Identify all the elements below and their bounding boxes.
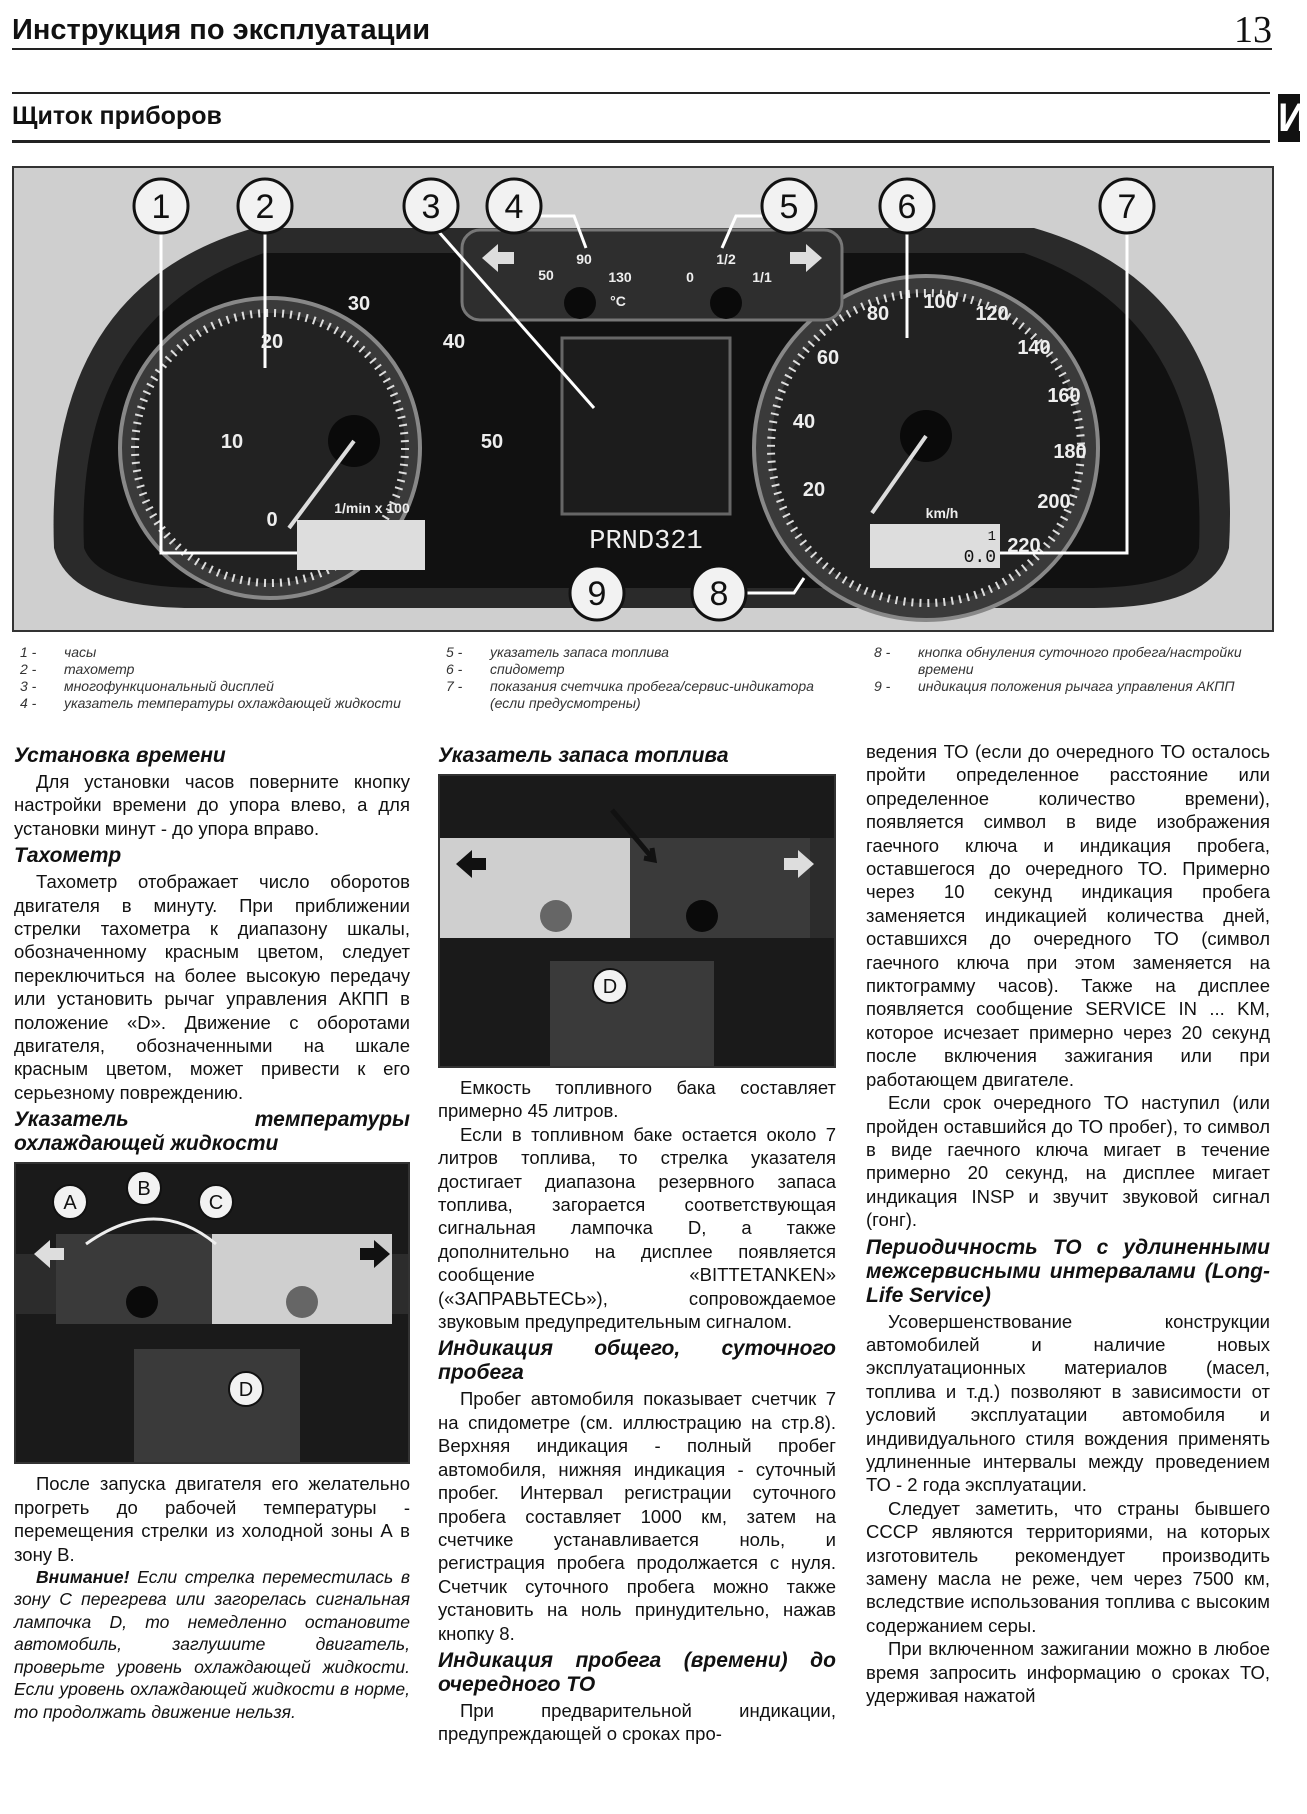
- legend-item: 5 - указатель запаса топлива: [446, 644, 669, 660]
- callout-4-label: 4: [504, 188, 524, 226]
- figure-legend-col1: [20, 644, 410, 712]
- speed-tick-label: 220: [1007, 535, 1041, 557]
- gear-indicator: PRND321: [589, 527, 703, 557]
- paragraph: При включенном зажигании можно в любое время запросить информацию о сроках ТО, удерживая нажатой: [866, 1638, 1270, 1707]
- speed-tick-label: 80: [866, 303, 890, 325]
- callout-6-label: 6: [897, 188, 917, 226]
- temp-tick-label: 130: [608, 269, 632, 285]
- speed-tick-label: 60: [816, 347, 840, 369]
- paragraph: Усовершенствование конструкции автомобилей и наличие новых эксплуатационных материалов (масел, топлива и т.д.) позволяют в зависимости от условий эксплуатации автомобиля и индивидуального стиля вождения применять удлиненные интервалы между проведением ТО - 2 года эксплуатации.: [866, 1310, 1270, 1496]
- heading-time-setting: Установка времени: [14, 744, 226, 767]
- text-column-1: [14, 740, 410, 1723]
- section-header: [12, 92, 1270, 143]
- fuel-gauge-drawing: [440, 776, 834, 1066]
- legend-item: 1 - часы: [20, 644, 97, 660]
- odometer-trip: 0.0: [963, 548, 996, 568]
- temp-tick-label: 50: [538, 267, 554, 283]
- figure-legend-col2: [446, 644, 846, 712]
- callout-3-label: 3: [421, 188, 441, 226]
- speed-tick-label: 160: [1047, 385, 1081, 407]
- clock-display: [297, 520, 425, 570]
- heading-tachometer: Тахометр: [14, 844, 122, 868]
- zone-b-label: B: [137, 1178, 151, 1201]
- callout-2-label: 2: [255, 188, 275, 226]
- paragraph: Тахометр отображает число оборотов двигателя в минуту. При приближении стрелки тахометра к диапазону шкалы, обозначенному красным цветом, следует переключиться на более высокую передачу или установить рычаг управления АКПП в положение «D». Движение с оборотами двигателя, обозначенными на шкале красным цветом, может привести к его серьезному повреждению.: [14, 871, 410, 1103]
- fuel-gauge-figure: [438, 774, 836, 1068]
- legend-item: 3 - многофункциональный дисплей: [20, 678, 274, 694]
- speed-tick-label: 40: [792, 411, 816, 433]
- paragraph: Для установки часов поверните кнопку настройки времени до упора влево, а для установки минут - до упора вправо.: [14, 771, 410, 839]
- legend-item: 6 - спидометр: [446, 661, 565, 677]
- fuel-tick-label: 0: [686, 269, 694, 285]
- speed-tick-label: 140: [1017, 337, 1051, 359]
- heading-long-life-service: Периодичность ТО с удлиненными межсервисными интервалами (Long-Life Service): [866, 1235, 1270, 1307]
- page-header: [12, 8, 1272, 50]
- legend-item: 9 - индикация положения рычага управления АКПП: [874, 678, 1235, 694]
- tach-tick-label: 20: [260, 331, 284, 353]
- heading-service-indicator: Индикация пробега (времени) до очередного ТО: [438, 1648, 836, 1696]
- callout-8-label: 8: [709, 575, 729, 613]
- running-title: Инструкция по эксплуатации: [12, 14, 431, 46]
- speed-tick-label: 100: [923, 291, 957, 313]
- tach-tick-label: 40: [442, 331, 466, 353]
- instrument-cluster-figure: [12, 166, 1274, 632]
- section-title: Щиток приборов: [12, 102, 222, 130]
- figure-legend-col3: [874, 644, 1274, 695]
- paragraph: Если в топливном баке остается около 7 литров топлива, то стрелка указателя достигает диапазона резервного запаса топлива, загорается соответствующая сигнальная лампочка D, а также дополнительно на дисплее появляется сообщение «BITTETANKEN» («ЗАПРАВЬТЕСЬ»), сопровождаемое звуковым предупредительным сигналом.: [438, 1123, 836, 1333]
- speed-tick-label: 120: [975, 303, 1009, 325]
- tach-tick-label: 0: [266, 509, 278, 531]
- speed-unit-label: km/h: [925, 505, 959, 521]
- legend-item: 7 - показания счетчика пробега/сервис-индикатора (если предусмотрены): [446, 678, 814, 711]
- paragraph: Если срок очередного ТО наступил (или пройден оставшийся до ТО пробег), то символ в виде гаечного ключа мигает в течение примерно 20 секунд, на дисплее мигает индикация INSP и звучит звуковой сигнал (гонг).: [866, 1092, 1270, 1231]
- legend-item: 8 - кнопка обнуления суточного пробега/настройки времени: [874, 644, 1242, 677]
- callout-9-label: 9: [587, 575, 607, 613]
- speed-tick-label: 200: [1037, 491, 1071, 513]
- tach-tick-label: 30: [347, 293, 371, 315]
- callout-5-label: 5: [779, 188, 799, 226]
- fuel-tick-label: 1/2: [716, 251, 736, 267]
- tach-tick-label: 50: [480, 431, 504, 453]
- temp-tick-label: 90: [576, 251, 592, 267]
- paragraph: При предварительной индикации, предупреждающей о сроках про-: [438, 1699, 836, 1745]
- speed-tick-label: 20: [802, 479, 826, 501]
- callout-7-label: 7: [1117, 188, 1137, 226]
- speed-tick-label: 180: [1053, 441, 1087, 463]
- chapter-tab: И: [1278, 96, 1307, 140]
- cluster-drawing: [14, 168, 1272, 630]
- legend-item: 2 - тахометр: [20, 661, 135, 677]
- paragraph: ведения ТО (если до очередного ТО осталось пройти определенное расстояние или определенное количество времени), появляется символ в виде изображения гаечного ключа и индикация пробега, оставшегося до очередного ТО. Примерно через 10 секунд индикация пробега заменяется индикацией количества дней, оставшихся до очередного ТО (символ гаечного ключа при этом заменяется на пиктограмму часов). Также на дисплее появляется сообщение SERVICE IN ... KM, которое исчезает примерно через 20 секунд после включения зажигания или при работающем двигателе.: [866, 741, 1270, 1090]
- legend-item: 4 - указатель температуры охлаждающей жидкости: [20, 695, 401, 711]
- paragraph: После запуска двигателя его желательно прогреть до рабочей температуры - перемещения стрелки из холодной зоны А в зону В.: [14, 1473, 410, 1565]
- coolant-gauge-drawing: [16, 1164, 408, 1462]
- temp-gauge-hub: [564, 287, 596, 319]
- zone-c-label: C: [208, 1192, 224, 1215]
- paragraph: Емкость топливного бака составляет примерно 45 литров.: [438, 1077, 836, 1122]
- warning-lamp-d-label: D: [238, 1379, 254, 1402]
- fuel-lamp-d-label: D: [602, 976, 618, 998]
- paragraph: Пробег автомобиля показывает счетчик 7 на спидометре (см. иллюстрацию на стр.8). Верхняя индикация - полный пробег автомобиля, нижняя индикация - суточный пробег. Интервал регистрации суточного пробега составляет 1000 км, затем на счетчике устанавливается ноль, и регистрация пробега продолжается с нуля. Счетчик суточного пробега можно также установить на ноль принудительно, нажав кнопку 8.: [438, 1388, 836, 1644]
- warning-label: Внимание!: [36, 1566, 130, 1587]
- zone-a-label: A: [63, 1192, 77, 1215]
- multifunction-display: [562, 338, 730, 514]
- fuel-gauge-hub: [710, 287, 742, 319]
- heading-odometer: Индикация общего, суточного пробега: [438, 1337, 836, 1385]
- text-column-3: [866, 740, 1270, 1707]
- coolant-gauge-figure: [14, 1162, 410, 1464]
- callout-1-label: 1: [151, 188, 171, 226]
- heading-fuel-gauge: Указатель запаса топлива: [438, 744, 729, 767]
- heading-coolant-temp: Указатель температуры охлаждающей жидкости: [14, 1108, 410, 1156]
- tach-unit-label: 1/min x 100: [334, 500, 410, 516]
- fuel-tick-label: 1/1: [752, 269, 772, 285]
- temp-unit-label: °C: [610, 293, 626, 309]
- warning-paragraph: Внимание! Если стрелка переместилась в зону С перегрева или загорелась сигнальная лампочка D, то немедленно остановите автомобиль, заглушите двигатель, проверьте уровень охлаждающей жидкости. Если уровень охлаждающей жидкости в норме, то продолжать движение нельзя.: [14, 1566, 410, 1722]
- text-column-2: [438, 740, 836, 1746]
- tach-tick-label: 10: [220, 431, 244, 453]
- odometer-top: 1: [987, 529, 996, 545]
- paragraph: Следует заметить, что страны бывшего СССР являются территориями, на которых изготовитель рекомендует производить замену масла не реже, чем через 7500 км, вследствие использования топлива с высоким содержанием серы.: [866, 1497, 1270, 1636]
- page-number: 13: [1234, 9, 1272, 51]
